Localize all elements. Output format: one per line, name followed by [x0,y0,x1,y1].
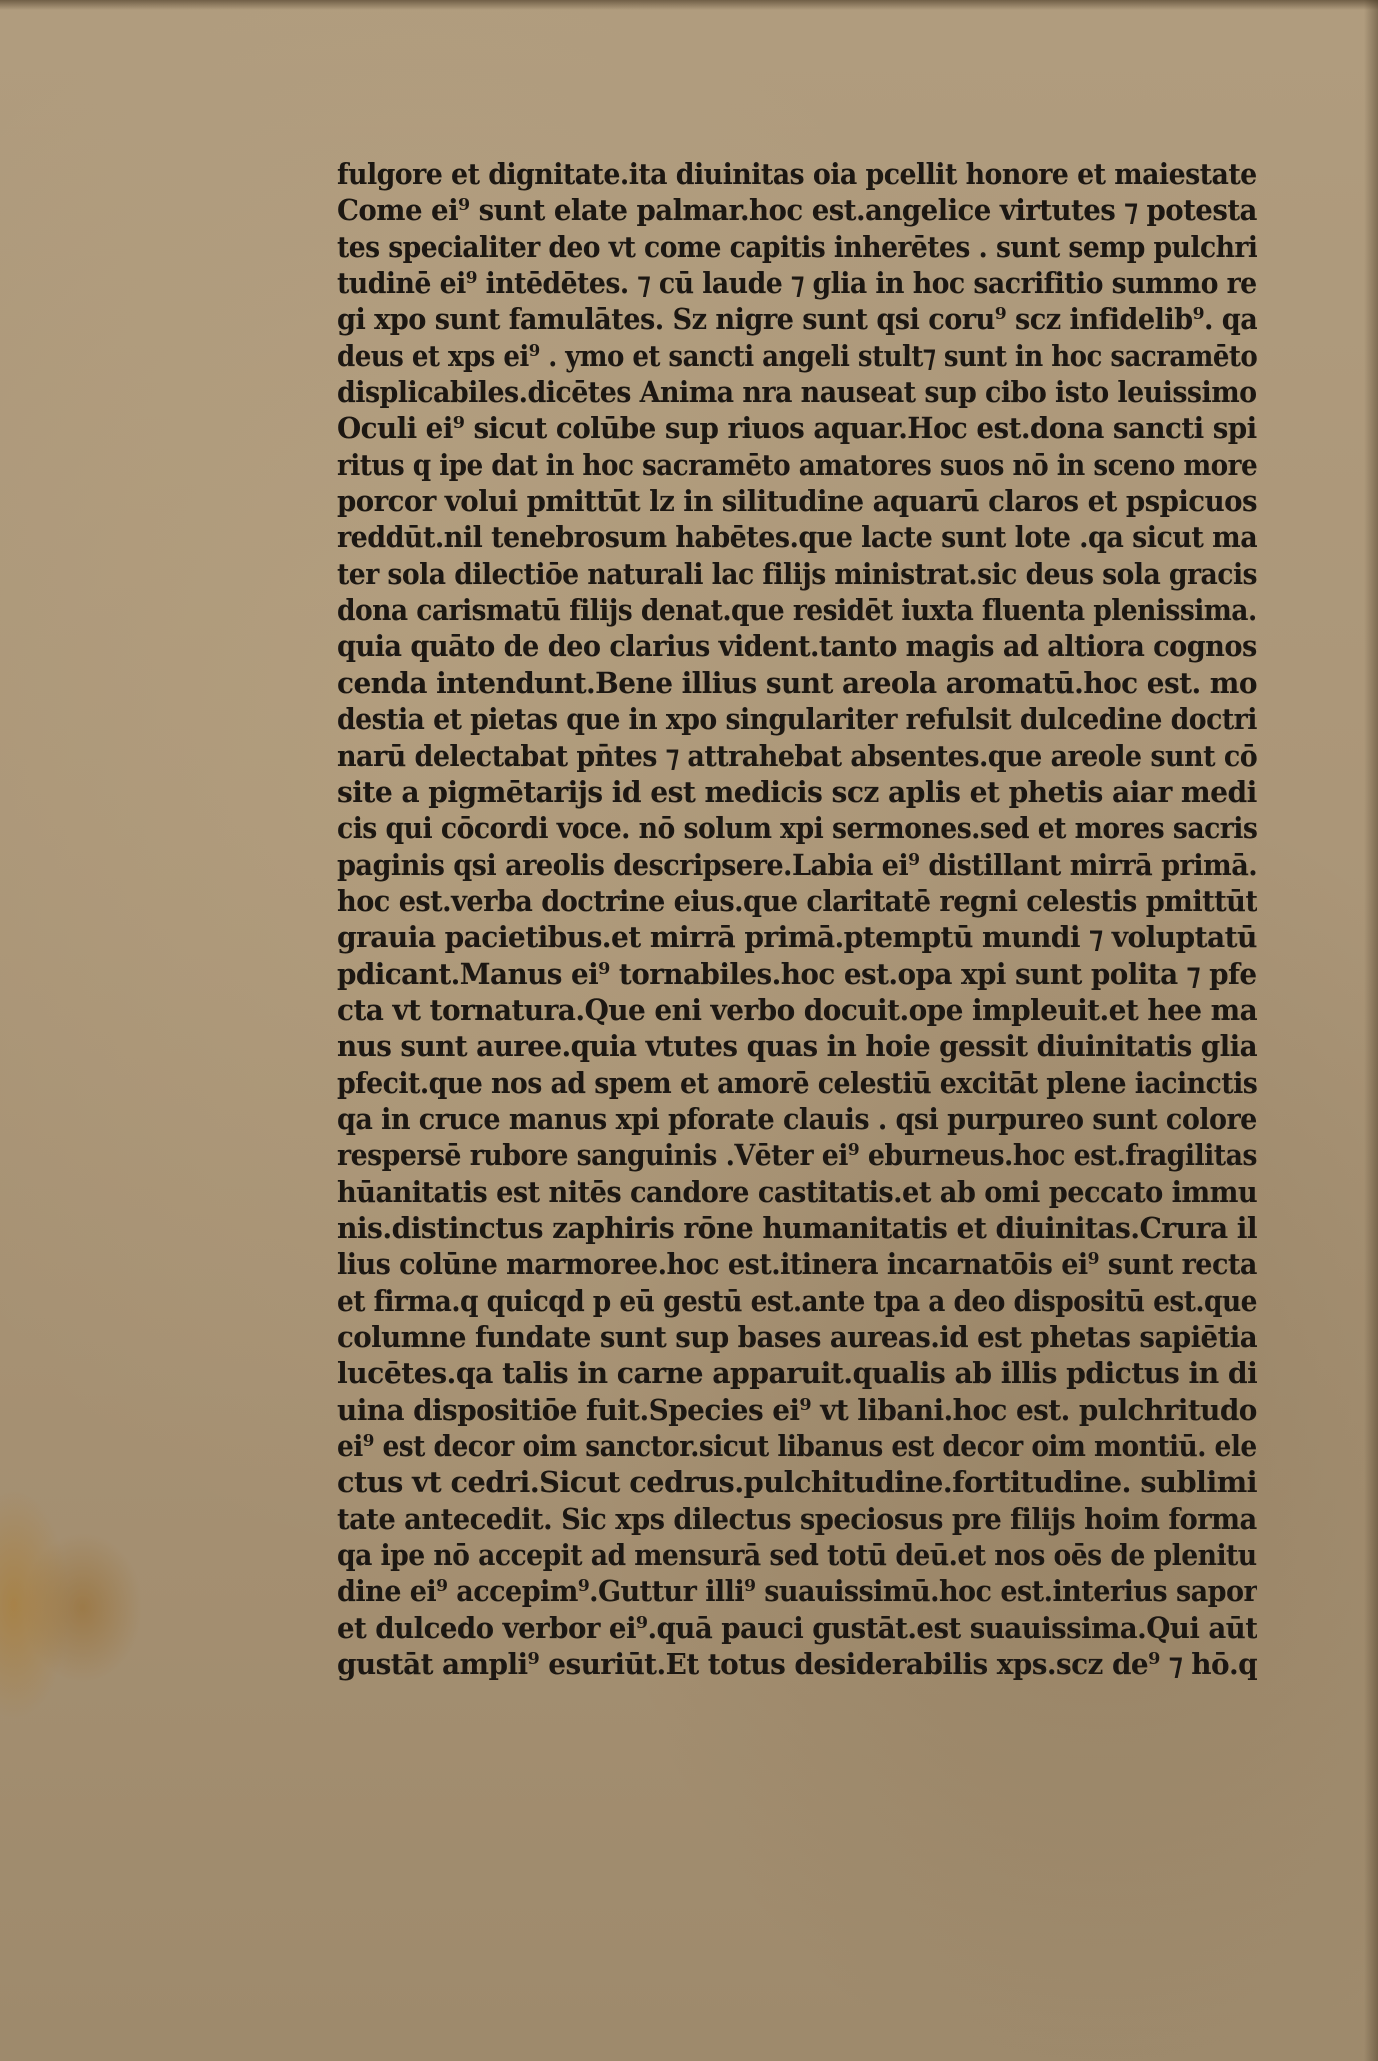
text-line: tate antecedit. Sic xps dilectus speciosus pre filijs hoim forma [337,1501,1257,1536]
text-line: paginis qsi areolis descripsere.Labia ei⁹ distillant mirrā primā. [337,847,1257,882]
page-top-edge-shadow [0,0,1378,10]
text-line: destia et pietas que in xpo singulariter refulsit dulcedine doctri [337,702,1257,737]
text-line: ter sola dilectiōe naturali lac filijs ministrat.sic deus sola gracis [337,556,1257,591]
text-line: et firma.q quicqd p eū gestū est.ante tpa a deo dispositū est.que [337,1283,1257,1318]
text-line: columne fundate sunt sup bases aureas.id est phetas sapiētia [337,1320,1257,1354]
text-line: lius colūne marmoree.hoc est.itinera incarnatōis ei⁹ sunt recta [337,1247,1257,1282]
text-line: gi xpo sunt famulātes. Sz nigre sunt qsi coru⁹ scz infidelib⁹. qa [337,302,1257,337]
text-line: narū delectabat pn̄tes ⁊ attrahebat absentes.que areole sunt cō [337,738,1257,773]
text-line: porcor volui pmittūt lz in silitudine aquarū claros et pspicuos [337,484,1257,519]
text-line: cenda intendunt.Bene illius sunt areola aromatū.hoc est. mo [337,665,1257,700]
text-line: Oculi ei⁹ sicut colūbe sup riuos aquar.Hoc est.dona sancti spi [337,411,1257,446]
text-line: hūanitatis est nitēs candore castitatis.et ab omi peccato immu [337,1174,1257,1209]
stain-mark [0,1490,70,1720]
text-line: gustāt ampli⁹ esuriūt.Et totus desiderabilis xps.scz de⁹ ⁊ hō.q [337,1647,1257,1682]
text-line: dine ei⁹ accepim⁹.Guttur illi⁹ suauissimū.hoc est.interius sapor [337,1574,1257,1609]
text-line: quia quāto de deo clarius vident.tanto magis ad altiora cognos [337,629,1257,664]
text-line: pfecit.que nos ad spem et amorē celestiū excitāt plene iacinctis [337,1065,1257,1100]
text-line: displicabiles.dicētes Anima nra nauseat sup cibo isto leuissimo [337,375,1257,410]
text-line: pdicant.Manus ei⁹ tornabiles.hoc est.opa xpi sunt polita ⁊ pfe [337,956,1257,991]
text-line: respersē rubore sanguinis .Vēter ei⁹ eburneus.hoc est.fragilitas [337,1138,1257,1173]
text-line: nis.distinctus zaphiris rōne humanitatis et diuinitas.Crura il [337,1210,1257,1245]
text-line: nus sunt auree.quia vtutes quas in hoie gessit diuinitatis glia [337,1029,1257,1064]
text-line: tes specialiter deo vt come capitis inherētes . sunt semp pulchri [337,229,1257,264]
text-line: hoc est.verba doctrine eius.que claritatē regni celestis pmittūt [337,883,1257,918]
text-line: qa ipe nō accepit ad mensurā sed totū deū.et nos oēs de plenitu [337,1538,1257,1573]
text-line: dona carismatū filijs denat.que residēt iuxta fluenta plenissima. [337,593,1257,628]
text-line: uina dispositiōe fuit.Species ei⁹ vt libani.hoc est. pulchritudo [337,1392,1257,1427]
text-line: reddūt.nil tenebrosum habētes.que lacte sunt lote .qa sicut ma [337,520,1257,555]
text-line: et dulcedo verbor ei⁹.quā pauci gustāt.est suauissima.Qui aūt [337,1610,1257,1645]
text-line: deus et xps ei⁹ . ymo et sancti angeli stult⁊ sunt in hoc sacramēto [337,338,1257,373]
page-right-edge-shadow [1364,0,1378,2061]
text-line: grauia pacietibus.et mirrā primā.ptemptū mundi ⁊ voluptatū [337,920,1257,955]
text-line: Come ei⁹ sunt elate palmar.hoc est.angelice virtutes ⁊ potesta [337,193,1257,228]
text-line: ei⁹ est decor oim sanctor.sicut libanus est decor oim montiū. ele [337,1429,1257,1464]
text-line: fulgore et dignitate.ita diuinitas oia pcellit honore et maiestate [337,157,1257,191]
text-line: tudinē ei⁹ intēdētes. ⁊ cū laude ⁊ glia in hoc sacrifitio summo re [337,266,1257,301]
text-line: qa in cruce manus xpi pforate clauis . qsi purpureo sunt colore [337,1101,1257,1136]
text-line: cis qui cōcordi voce. nō solum xpi sermones.sed et mores sacris [337,811,1257,846]
text-line: site a pigmētarijs id est medicis scz aplis et phetis aiar medi [337,774,1257,809]
text-line: cta vt tornatura.Que eni verbo docuit.ope impleuit.et hee ma [337,992,1257,1027]
text-line: lucētes.qa talis in carne apparuit.qualis ab illis pdictus in di [337,1356,1257,1391]
text-line: ctus vt cedri.Sicut cedrus.pulchitudine.fortitudine. sublimi [337,1465,1257,1500]
text-line: ritus q ipe dat in hoc sacramēto amatores suos nō in sceno more [337,447,1257,482]
text-column [337,156,1257,1816]
